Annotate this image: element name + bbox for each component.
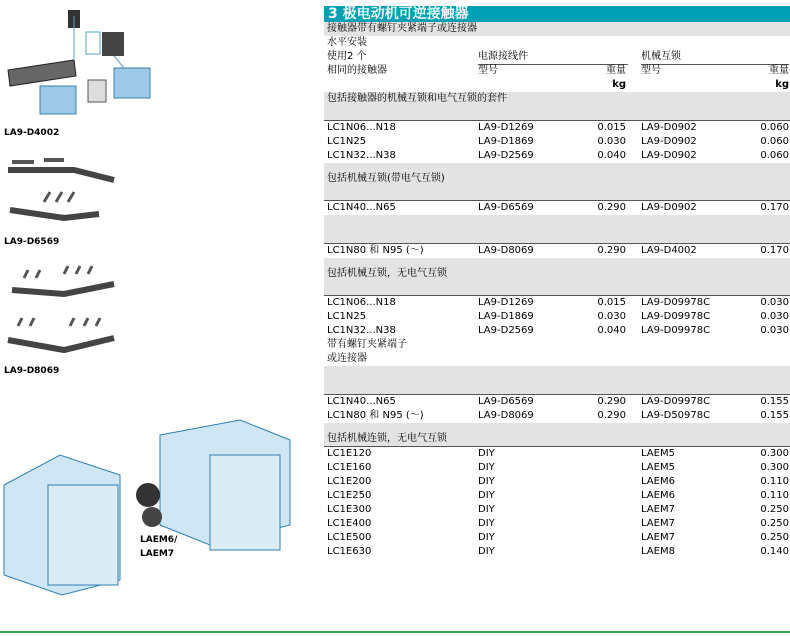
cell-interlock-model: LA9-D50978C (641, 410, 711, 421)
cell-interlock-model: LA9-D09978C (641, 311, 711, 322)
cell-interlock-model: LAEM7 (641, 504, 675, 515)
cell-interlock-model: LA9-D09978C (641, 396, 711, 407)
cell-interlock-weight: 0.170 (760, 202, 789, 213)
cell-interlock-weight: 0.110 (760, 476, 789, 487)
cell-interlock-weight: 0.155 (760, 396, 789, 407)
cell-interlock-weight: 0.060 (760, 136, 789, 147)
cell-contactor: LC1N06...N18 (327, 122, 396, 133)
cell-power-model: LA9-D2569 (478, 150, 534, 161)
cell-contactor: 或连接器 (327, 353, 367, 364)
header-same: 相同的接触器 (327, 65, 387, 76)
la9-d4002-illustration (4, 4, 164, 122)
table-row (324, 475, 790, 489)
section-heading: 包括机械连锁，无电气互锁 (324, 432, 790, 446)
section-spacer (324, 423, 790, 432)
cell-contactor: LC1N25 (327, 311, 367, 322)
table-title: 3 极电动机可逆接触器 (324, 6, 790, 22)
cell-contactor: LC1E250 (327, 490, 372, 501)
cell-power-model: LA9-D1869 (478, 311, 534, 322)
cell-power-model: DIY (478, 518, 495, 529)
section-spacer (324, 215, 790, 229)
cell-interlock-model: LA9-D09978C (641, 325, 711, 336)
table-row (324, 135, 790, 149)
cell-interlock-weight: 0.060 (760, 122, 789, 133)
cell-interlock-weight: 0.300 (760, 462, 789, 473)
header-kg1: kg (612, 79, 626, 90)
cell-power-weight: 0.290 (597, 202, 626, 213)
table-row (324, 446, 790, 461)
section-heading: 包括接触器的机械互锁和电气互锁的套件 (324, 92, 790, 106)
cell-interlock-weight: 0.140 (760, 546, 789, 557)
cell-power-model: LA9-D8069 (478, 410, 534, 421)
header-interlock: 机械互锁 (641, 50, 789, 65)
section-spacer (324, 229, 790, 243)
cell-contactor: LC1N32...N38 (327, 150, 396, 161)
cell-power-weight: 0.030 (597, 136, 626, 147)
cell-interlock-weight: 0.110 (760, 490, 789, 501)
table-row (324, 120, 790, 135)
cell-power-model: DIY (478, 462, 495, 473)
cell-interlock-weight: 0.030 (760, 325, 789, 336)
cell-power-model: DIY (478, 504, 495, 515)
section-spacer (324, 281, 790, 295)
table-row (324, 149, 790, 163)
table-row (324, 517, 790, 531)
cell-contactor: LC1E630 (327, 546, 372, 557)
table-row (324, 352, 790, 366)
cell-power-model: LA9-D1269 (478, 297, 534, 308)
cell-contactor: LC1E500 (327, 532, 372, 543)
cell-interlock-model: LA9-D09978C (641, 297, 711, 308)
cell-interlock-weight: 0.170 (760, 245, 789, 256)
cell-power-weight: 0.030 (597, 311, 626, 322)
header-weight2: 重量 (769, 65, 789, 76)
cell-interlock-weight: 0.250 (760, 518, 789, 529)
section-heading: 包括机械互锁，无电气互锁 (324, 267, 790, 281)
cell-power-weight: 0.040 (597, 150, 626, 161)
la9-d6569-illustration (4, 150, 124, 235)
label-la9-d6569: LA9-D6569 (4, 237, 60, 247)
cell-contactor: LC1E300 (327, 504, 372, 515)
cell-interlock-model: LA9-D0902 (641, 150, 697, 161)
cell-contactor: LC1E400 (327, 518, 372, 529)
cell-interlock-model: LA9-D4002 (641, 245, 697, 256)
section-spacer (324, 380, 790, 394)
table-row (324, 409, 790, 423)
cell-power-weight: 0.015 (597, 297, 626, 308)
cell-interlock-model: LA9-D0902 (641, 122, 697, 133)
cell-contactor: LC1E200 (327, 476, 372, 487)
section-spacer (324, 258, 790, 267)
subtitle-horizontal: 水平安装 (327, 37, 367, 48)
cell-power-weight: 0.290 (597, 410, 626, 421)
cell-power-weight: 0.040 (597, 325, 626, 336)
laem-contactors-illustration (0, 415, 318, 600)
cell-power-model: LA9-D1269 (478, 122, 534, 133)
cell-interlock-weight: 0.250 (760, 504, 789, 515)
header-power: 电源接线件 (478, 50, 628, 65)
header-use2: 使用2 个 (327, 51, 367, 62)
cell-contactor: LC1N32...N38 (327, 325, 396, 336)
footer-rule (0, 631, 790, 633)
section-spacer (324, 163, 790, 172)
subtitle-connection: 接触器带有螺钉夹紧端子或连接器 (324, 22, 790, 36)
cell-power-model: LA9-D1869 (478, 136, 534, 147)
section-spacer (324, 106, 790, 120)
cell-power-weight: 0.290 (597, 396, 626, 407)
cell-contactor: LC1N80 和 N95 (〜) (327, 410, 424, 421)
cell-power-model: DIY (478, 490, 495, 501)
cell-power-weight: 0.290 (597, 245, 626, 256)
cell-interlock-weight: 0.030 (760, 311, 789, 322)
cell-interlock-weight: 0.155 (760, 410, 789, 421)
cell-contactor: LC1N40...N65 (327, 396, 396, 407)
cell-interlock-model: LAEM5 (641, 448, 675, 459)
cell-contactor: LC1N06...N18 (327, 297, 396, 308)
header-weight1: 重量 (606, 65, 626, 76)
cell-interlock-model: LA9-D0902 (641, 136, 697, 147)
cell-power-model: LA9-D8069 (478, 245, 534, 256)
cell-interlock-model: LAEM6 (641, 490, 675, 501)
table-row (324, 489, 790, 503)
table-sections (324, 92, 790, 559)
label-la9-d8069: LA9-D8069 (4, 366, 60, 376)
table-row (324, 503, 790, 517)
section-heading: 包括机械互锁(带电气互锁) (324, 172, 790, 186)
table-row (324, 200, 790, 215)
section-spacer (324, 186, 790, 200)
header-kg2: kg (775, 79, 789, 90)
table-row (324, 545, 790, 559)
header-model2: 型号 (641, 65, 661, 76)
table-row (324, 243, 790, 258)
cell-contactor: LC1E160 (327, 462, 372, 473)
cell-interlock-weight: 0.030 (760, 297, 789, 308)
cell-contactor: LC1E120 (327, 448, 372, 459)
header-row-2 (324, 64, 790, 78)
cell-interlock-weight: 0.250 (760, 532, 789, 543)
cell-interlock-weight: 0.300 (760, 448, 789, 459)
cell-power-model: DIY (478, 476, 495, 487)
cell-contactor: LC1N80 和 N95 (〜) (327, 245, 424, 256)
table-row (324, 394, 790, 409)
cell-power-model: DIY (478, 448, 495, 459)
cell-contactor: 带有螺钉夹紧端子 (327, 339, 407, 350)
label-laem: LAEM6/ LAEM7 (140, 535, 178, 559)
header-model1: 型号 (478, 65, 498, 76)
cell-power-model: DIY (478, 546, 495, 557)
cell-interlock-model: LAEM8 (641, 546, 675, 557)
header-row-1 (324, 50, 790, 64)
table-row (324, 461, 790, 475)
cell-interlock-model: LAEM5 (641, 462, 675, 473)
la9-d8069-illustration (4, 260, 124, 360)
cell-power-model: LA9-D6569 (478, 202, 534, 213)
cell-contactor: LC1N40...N65 (327, 202, 396, 213)
header-row-3 (324, 78, 790, 92)
product-table (324, 6, 790, 559)
label-la9-d4002: LA9-D4002 (4, 128, 60, 138)
cell-interlock-model: LAEM7 (641, 532, 675, 543)
table-row (324, 531, 790, 545)
cell-interlock-weight: 0.060 (760, 150, 789, 161)
cell-power-model: LA9-D6569 (478, 396, 534, 407)
section-spacer (324, 366, 790, 380)
cell-interlock-model: LAEM7 (641, 518, 675, 529)
cell-contactor: LC1N25 (327, 136, 367, 147)
cell-power-model: LA9-D2569 (478, 325, 534, 336)
cell-power-model: DIY (478, 532, 495, 543)
table-row (324, 324, 790, 338)
table-row (324, 310, 790, 324)
table-row (324, 338, 790, 352)
cell-interlock-model: LAEM6 (641, 476, 675, 487)
table-row (324, 295, 790, 310)
cell-power-weight: 0.015 (597, 122, 626, 133)
cell-interlock-model: LA9-D0902 (641, 202, 697, 213)
illustrations-column (0, 0, 318, 636)
